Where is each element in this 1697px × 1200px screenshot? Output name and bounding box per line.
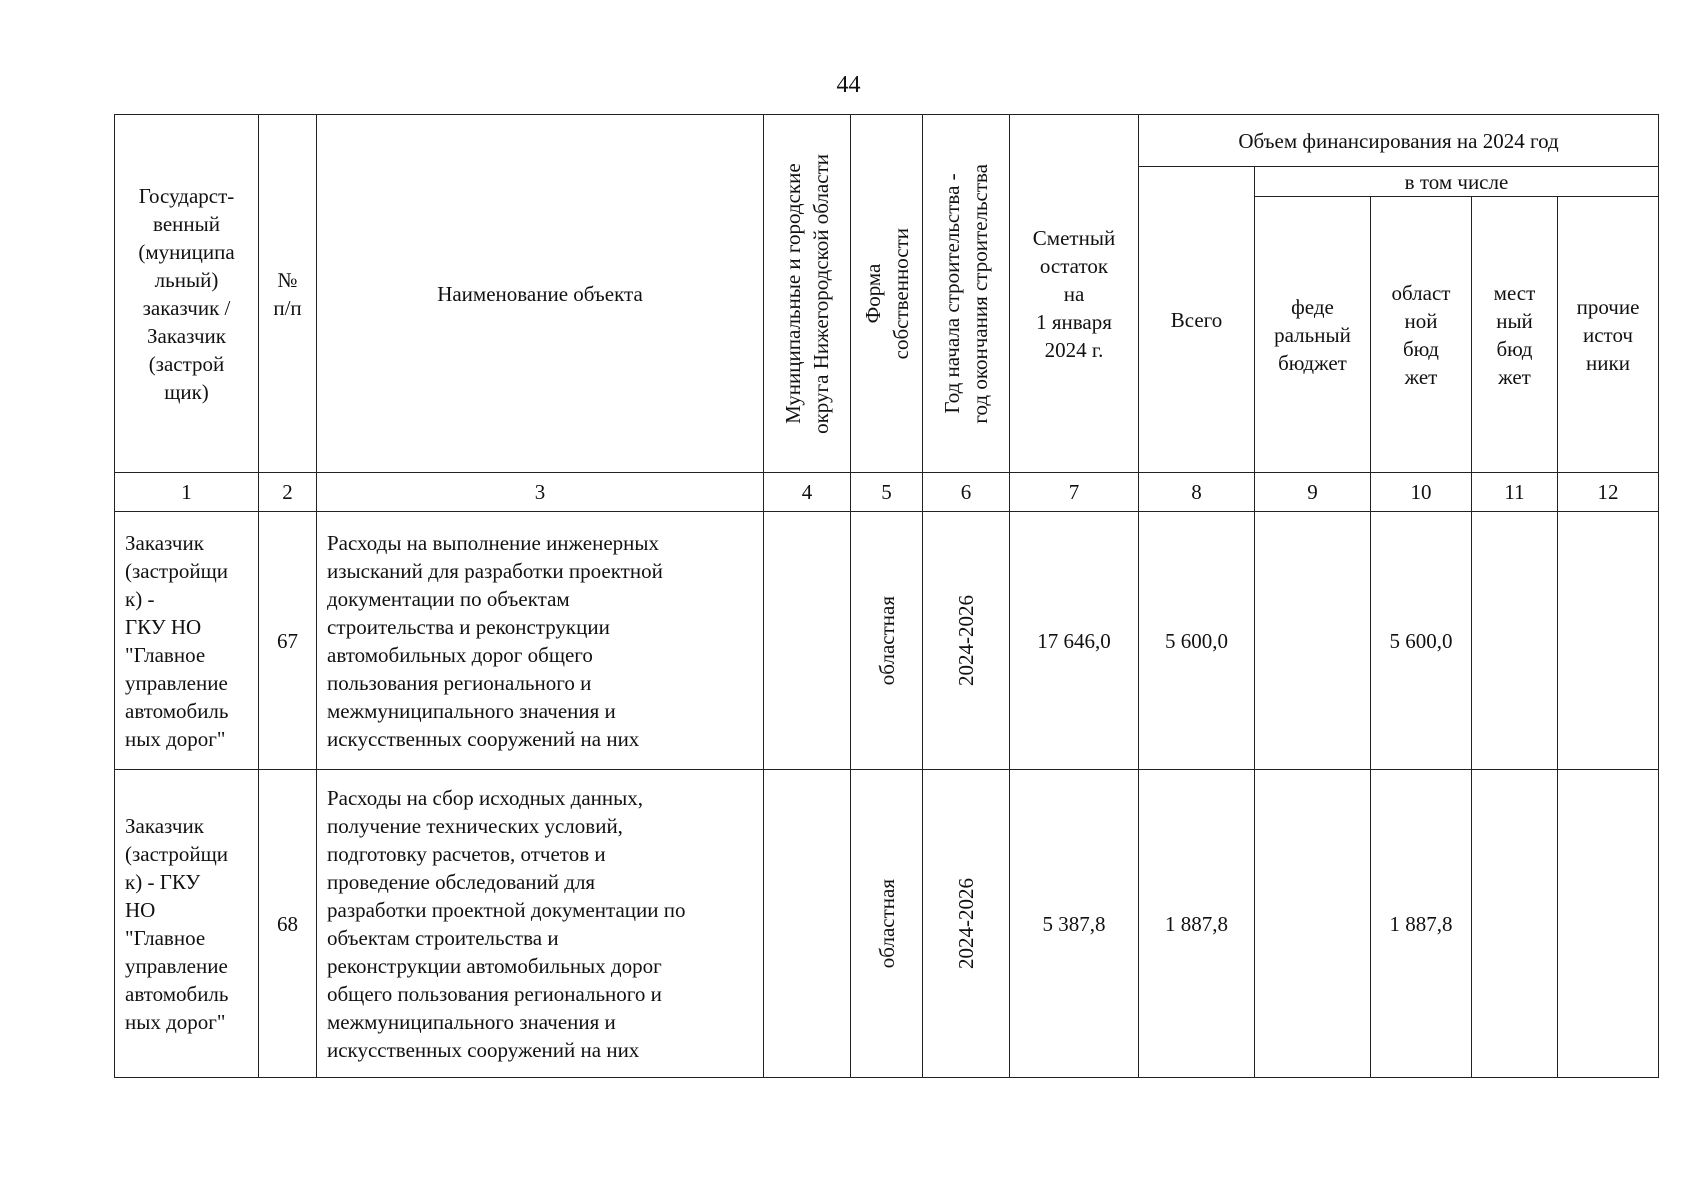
row-years: [923, 512, 1010, 770]
column-number: 6: [923, 473, 1010, 512]
header-customer: Государст- венный (муниципа льный) заказчик / Заказчик (застрой щик): [115, 115, 259, 473]
row-estimate: 5 387,8: [1010, 770, 1139, 1078]
column-number: 4: [764, 473, 851, 512]
column-number: 9: [1255, 473, 1371, 512]
row-customer: Заказчик (застройщи к) - ГКУ НО "Главное управление автомобиль ных дорог": [115, 512, 259, 770]
row-ownership-text: областная: [874, 595, 899, 686]
row-other: [1558, 512, 1659, 770]
table-row: [115, 770, 1659, 1078]
row-years-text: 2024-2026: [954, 878, 978, 969]
header-years: [923, 115, 1010, 473]
row-regional: 1 887,8: [1371, 770, 1472, 1078]
header-ownership: [851, 115, 923, 473]
row-num: 68: [259, 770, 317, 1078]
row-municipal: [764, 770, 851, 1078]
column-number: 2: [259, 473, 317, 512]
row-ownership: [851, 512, 923, 770]
header-ownership-text: Форма собственности: [860, 227, 913, 360]
header-estimate: Сметный остаток на 1 января 2024 г.: [1010, 115, 1139, 473]
column-number: 10: [1371, 473, 1472, 512]
row-object-name: Расходы на выполнение инженерных изысканий для разработки проектной документации по объектам строительства и реконструкции автомобильных дорог общего пользования регионального и межмуниципального значения и искусственных сооружений на них: [317, 512, 764, 770]
column-number: 12: [1558, 473, 1659, 512]
header-local: мест ный бюд жет: [1472, 197, 1558, 473]
header-num: № п/п: [259, 115, 317, 473]
table-row: [115, 512, 1659, 770]
row-municipal: [764, 512, 851, 770]
column-number: 3: [317, 473, 764, 512]
row-years-text: 2024-2026: [954, 595, 978, 686]
header-total: Всего: [1139, 167, 1255, 473]
column-number: 8: [1139, 473, 1255, 512]
page-number: 44: [836, 72, 861, 98]
row-object-name: Расходы на сбор исходных данных, получение технических условий, подготовку расчетов, отчетов и проведение обследований для разработки проектной документации по объектам строительства и реконструкции автомобильных дорог общего пользования регионального и межмуниципального значения и искусственных сооружений на них: [317, 770, 764, 1078]
row-years: [923, 770, 1010, 1078]
column-number: 11: [1472, 473, 1558, 512]
header-financing: Объем финансирования на 2024 год: [1139, 115, 1659, 167]
financing-table: [114, 114, 1659, 1078]
row-ownership: [851, 770, 923, 1078]
row-federal: [1255, 512, 1371, 770]
row-other: [1558, 770, 1659, 1078]
header-other: прочие источ ники: [1558, 197, 1659, 473]
column-number: 7: [1010, 473, 1139, 512]
row-local: [1472, 770, 1558, 1078]
row-local: [1472, 512, 1558, 770]
row-total: 1 887,8: [1139, 770, 1255, 1078]
header-regional: област ной бюд жет: [1371, 197, 1472, 473]
row-regional: 5 600,0: [1371, 512, 1472, 770]
row-total: 5 600,0: [1139, 512, 1255, 770]
header-municipal-text: Муниципальные и городские округа Нижегородской области: [781, 153, 833, 434]
header-federal: феде ральный бюджет: [1255, 197, 1371, 473]
row-num: 67: [259, 512, 317, 770]
column-number: 5: [851, 473, 923, 512]
header-including: в том числе: [1255, 167, 1659, 197]
row-customer: Заказчик (застройщи к) - ГКУ НО "Главное управление автомобиль ных дорог": [115, 770, 259, 1078]
column-numbers-row: [115, 473, 1659, 512]
row-estimate: 17 646,0: [1010, 512, 1139, 770]
row-ownership-text: областная: [874, 878, 899, 969]
row-federal: [1255, 770, 1371, 1078]
header-municipal: [764, 115, 851, 473]
header-object-name: Наименование объекта: [317, 115, 764, 473]
header-years-text: Год начала строительства - год окончания строительства: [940, 163, 992, 424]
column-number: 1: [115, 473, 259, 512]
